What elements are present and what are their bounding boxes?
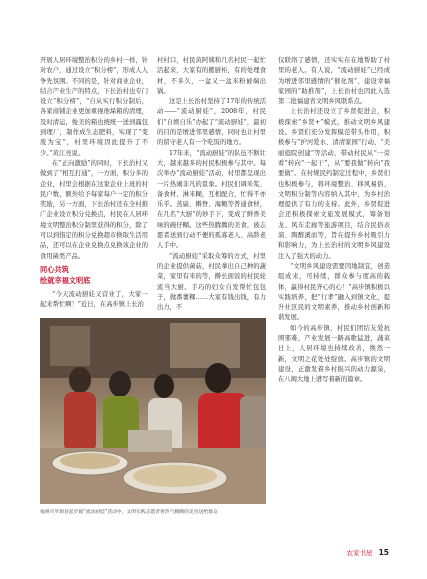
text-column-2: [157, 56, 266, 313]
page-number: 15: [378, 548, 389, 557]
paragraph: 17年来，“流动厨娃”的队伍不断壮大，越来越多的村民积极参与其中。每次举办“流动厨娃”活动，村里都呈现出一片热闹非凡的景象。村民们调米浆、备食材、淋米糊，互相配合，忙得不亦乐乎。蒸扁、擀脊、海鲍等普通食材，在几名“大厨”的妙手下，变成了鲜香美味的碗仔糊。这些热腾腾的美食，被志愿者送到行动不便的孤寡老人、高龄老人手中。: [157, 149, 266, 250]
text-column-1: [40, 56, 148, 262]
section-title-line1: 同心共筑: [40, 265, 69, 274]
paragraph: 开展人居环境整治积分的乡村一样，针对农户，通过设立“积分榜”，形成人人争先氛围。不同的是，针对商业企业，结合产业生产的特点，下长治村也专门设立“积分榜”，“自从实行积分制后，各家商铺企业更加重视他垛箱的清理，及时清运，俊美的箱也统统一送到露包到理厂，制作成生态肥料，实现了“变废为宝”，村里环境因此提升了不少。”黄江亮说。: [40, 57, 148, 157]
section-heading: [40, 264, 148, 286]
photo-illustration: [40, 318, 266, 504]
paragraph: 在“正向激励”的同时，下长治村又做到了“相互打通”，一方面，积分多的企业，村里会根据在这家企业上班的村民户数，额外给予每家每户一定的积分奖励，另一方面，下长治村还在全村推广企业设立积分兑换点，村民在人居环境文明整治积分制里获得的积分，除了可以到指定的积分兑换超市换取生活用品，还可以在企业兑换点兑换该企业的食用菌类产品。: [40, 159, 148, 260]
page-footer: [346, 548, 389, 557]
paragraph: 村村口，村民黄阿姨和几名村民一起忙活起来，大家有的搬厨柜，有的处理食材，不多久，一盆又一盆米粉被端出锅。: [157, 57, 266, 95]
paragraph: “流动厨娃”采取众筹的方式，村里的企业提供菌菇，村民拿出自己种的蔬菜，家里有米的等，擀长面饭的村民轮流当大厨。手巧的妇女自发帮忙包包子，做番薯粿……大家有钱出钱，有力出力，不: [157, 252, 266, 312]
article-photo: [40, 318, 266, 504]
photo-caption: 福州市罗源县起步镇“流动厨娃”活动中，文明实践志愿者将热气腾腾的美食送给群众: [40, 510, 218, 515]
paragraph: 上长治村还设立了乡贤促进会，积极探索“乡贤+”模式，推动文明乡风建设。乡贤们充分发挥模范带头作用，积极参与“护河爱水、清清家园”行动、“美丽庭院创建”等活动，带动村民从“一旁看”转向“一起干”，从“要我做”转向“我要做”。在村规民约制定过程中，乡贤们也积极参与，将环境整治、移风易俗、文明积分制等内容纳入其中，为乡村治理提供了有力的支持。此外，乡贤促进会还积极探索文旅发展模式，筹备划龙、风车走廊等旅游项目，结合民俗表演、陶醉溪而等，旨在提升乡村吸引力和影响力，为上长治村的文明乡风建设注入了强大的动力。: [278, 108, 390, 260]
paragraph: 如今的高步镇，村民们团结友爱抗围邪难，产业发展一路高歌猛进，蔬菜日上，人居环境也持续改善，焕然一新，文明之花处处绽放。高步镇的文明建设，正激发着乡村振兴的动力源泉，在八闽大地上谱写着新的篇章。: [278, 324, 390, 384]
magazine-name: 农家书屋: [346, 549, 373, 557]
paragraph: “今天流动厨娃又营业了，大家一起来帮忙啊！”近日，在高步镇上长治: [40, 291, 148, 309]
text-column-1-continued: [40, 290, 148, 311]
paragraph: “文明乡风建设需要因地制宜，创造组成来，可持续，群众参与度高的载体，赢得村民齐心的心！”高步镇积极以实践培养，把“行孝”融入到镇文化，提升社区民的文明素养，推动乡村创新和谐发展。: [278, 262, 390, 322]
section-title-line2: 绘就幸福文明底: [40, 276, 91, 285]
paragraph: 这是上长治村坚持了17年的传统活动——“流动厨娃”，2008年，村民们“自娱自乐”办起了“流动厨娃”，最初的目的是增进邻里感情，同时也让村里的留守老人有一个吃饭的地方。: [157, 98, 266, 147]
paragraph: 仅联络了感情，还实实在在地帮助了村里的老人。有人说，“流动厨娃”已经成为增进邻里感情的“催化剂”、建设幸福家园的“助推剂”，上长治村也因此入选第二批福建省文明乡风联系点。: [278, 57, 390, 106]
text-column-3: [278, 56, 390, 386]
